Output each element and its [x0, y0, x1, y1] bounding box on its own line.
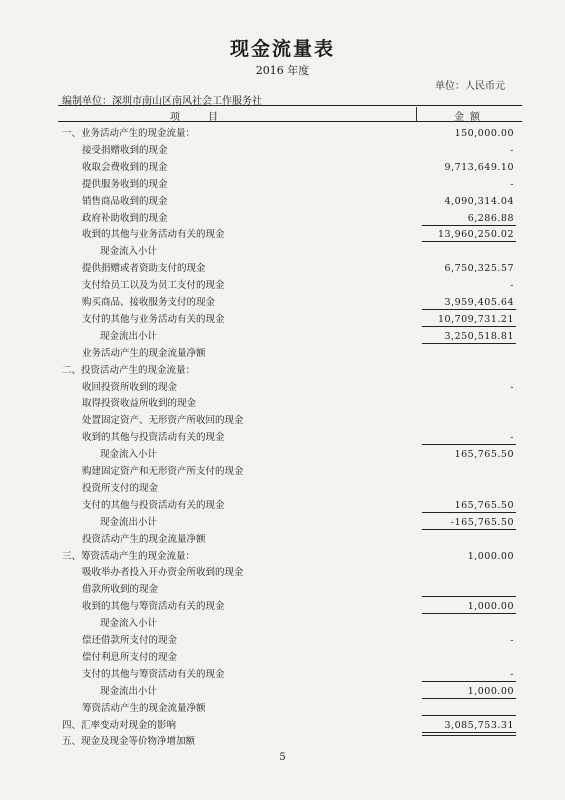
statement-row: [0, 159, 565, 176]
row-amount: -: [510, 144, 514, 156]
row-label: 三、筹资活动产生的现金流量：: [62, 550, 196, 562]
subtotal-underline: [422, 309, 516, 310]
row-amount: -: [510, 635, 514, 646]
row-label: 现金流出小计: [100, 330, 158, 342]
statement-row: [0, 379, 565, 396]
row-label: 一、业务活动产生的现金流量：: [62, 128, 196, 139]
subtotal-underline: [422, 444, 516, 445]
row-label: 现金流入小计: [100, 618, 158, 630]
row-label: 投资活动产生的现金流量净额: [82, 533, 206, 545]
row-label: 收到的其他与业务活动有关的现金: [82, 229, 225, 241]
statement-row: [0, 277, 565, 294]
row-amount: 165,765.50: [454, 499, 514, 511]
row-amount: -165,765.50: [450, 516, 514, 528]
row-amount: -: [510, 280, 514, 292]
row-label: 偿付利息所支付的现金: [82, 651, 178, 663]
statement-row: [0, 125, 565, 142]
statement-row: [0, 581, 565, 598]
row-label: 投资所支付的现金: [82, 482, 159, 494]
row-label: 处置固定资产、无形资产所收回的现金: [82, 415, 244, 427]
row-label: 收到的其他与筹资活动有关的现金: [82, 601, 225, 613]
row-label: 取得投资收益所收到的现金: [82, 398, 197, 410]
statement-row: [0, 733, 565, 750]
row-amount: 9,713,649.10: [444, 161, 514, 173]
statement-row: [0, 700, 565, 717]
row-label: 接受捐赠收到的现金: [82, 144, 168, 156]
row-label: 支付的其他与筹资活动有关的现金: [82, 668, 225, 680]
row-amount: 3,085,753.31: [444, 719, 514, 731]
statement-row: [0, 362, 565, 379]
row-amount: 1,000.00: [467, 685, 514, 697]
subtotal-underline: [422, 512, 516, 513]
statement-row: [0, 176, 565, 193]
statement-row: [0, 564, 565, 581]
statement-row: [0, 446, 565, 463]
row-label: 二、投资活动产生的现金流量：: [62, 364, 196, 376]
statement-row: [0, 683, 565, 700]
statement-row: [0, 717, 565, 734]
row-amount: 1,000.00: [467, 550, 514, 562]
statement-row: [0, 345, 565, 362]
statement-row: [0, 243, 565, 260]
row-amount: -: [510, 178, 514, 190]
row-label: 支付的其他与业务活动有关的现金: [82, 313, 225, 325]
statement-row: [0, 463, 565, 480]
row-label: 购买商品、接收服务支付的现金: [82, 297, 216, 308]
row-amount: 6,750,325.57: [444, 263, 514, 275]
statement-row: [0, 548, 565, 565]
subtotal-underline: [422, 715, 516, 716]
row-label: 支付的其他与投资活动有关的现金: [82, 499, 225, 511]
statement-row: [0, 531, 565, 548]
row-label: 支付给员工以及为员工支付的现金: [82, 280, 225, 292]
row-amount: 6,286.88: [467, 212, 514, 224]
row-amount: 3,250,518.81: [444, 330, 514, 342]
column-header-item: 项目: [170, 112, 246, 123]
row-label: 购建固定资产和无形资产所支付的现金: [82, 466, 244, 477]
row-amount: -: [510, 381, 514, 393]
statement-row: [0, 480, 565, 497]
row-amount: -: [510, 668, 514, 680]
document-title: 现金流量表: [229, 38, 335, 60]
row-label: 吸收举办者投入开办资金所收到的现金: [82, 567, 244, 579]
statement-row: [0, 395, 565, 412]
row-amount: -: [510, 432, 514, 444]
row-amount: 165,765.50: [454, 449, 514, 461]
row-amount: 150,000.00: [454, 128, 514, 139]
row-label: 四、汇率变动对现金的影响: [62, 719, 177, 731]
statement-row: [0, 193, 565, 210]
row-label: 政府补助收到的现金: [82, 212, 168, 224]
statement-row: [0, 615, 565, 632]
row-label: 提供捐赠或者资助支付的现金: [82, 263, 206, 275]
row-label: 提供服务收到的现金: [82, 178, 168, 190]
subtotal-underline: [422, 529, 516, 530]
subtotal-underline: [422, 326, 516, 327]
row-label: 现金流入小计: [100, 449, 158, 461]
subtotal-underline: [422, 698, 516, 699]
statement-row: [0, 311, 565, 328]
row-label: 业务活动产生的现金流量净额: [82, 347, 206, 359]
row-label: 借款所收到的现金: [82, 584, 159, 596]
statement-row: [0, 142, 565, 159]
statement-row: [0, 412, 565, 429]
row-label: 偿还借款所支付的现金: [82, 635, 178, 646]
row-amount: 10,709,731.21: [437, 313, 514, 325]
statement-row: [0, 632, 565, 649]
statement-row: [0, 260, 565, 277]
statement-row: [0, 429, 565, 446]
statement-row: [0, 328, 565, 345]
page-number: 5: [279, 752, 286, 763]
row-amount: 3,959,405.64: [444, 297, 514, 308]
row-label: 收回投资所收到的现金: [82, 381, 178, 393]
row-label: 现金流出小计: [100, 685, 158, 697]
subtotal-underline: [422, 681, 516, 682]
subtotal-underline: [422, 241, 516, 242]
statement-row: [0, 210, 565, 227]
subtotal-underline: [422, 225, 516, 226]
subtotal-underline: [422, 343, 516, 344]
statement-row: [0, 294, 565, 311]
row-label: 销售商品收到的现金: [82, 195, 168, 207]
statement-row: [0, 666, 565, 683]
statement-row: [0, 514, 565, 531]
column-header-amount: 金额: [454, 112, 486, 123]
row-label: 现金流入小计: [100, 246, 158, 258]
row-label: 收取会费收到的现金: [82, 161, 168, 173]
statement-row: [0, 226, 565, 243]
row-label: 五、现金及现金等价物净增加额: [62, 736, 196, 748]
row-label: 筹资活动产生的现金流量净额: [82, 702, 206, 714]
row-label: 现金流出小计: [100, 516, 158, 528]
statement-row: [0, 649, 565, 666]
row-amount: 4,090,314.04: [444, 195, 514, 207]
currency-unit: 单位：人民币元: [435, 81, 505, 92]
statement-row: [0, 598, 565, 615]
subtotal-underline: [422, 613, 516, 614]
row-amount: 13,960,250.02: [437, 229, 514, 241]
row-amount: 1,000.00: [467, 601, 514, 613]
report-year: 2016 年度: [255, 64, 310, 77]
row-label: 收到的其他与投资活动有关的现金: [82, 432, 225, 444]
statement-row: [0, 497, 565, 514]
preparing-organization: 编制单位：深圳市南山区南风社会工作服务社: [62, 96, 262, 107]
subtotal-underline: [422, 596, 516, 597]
